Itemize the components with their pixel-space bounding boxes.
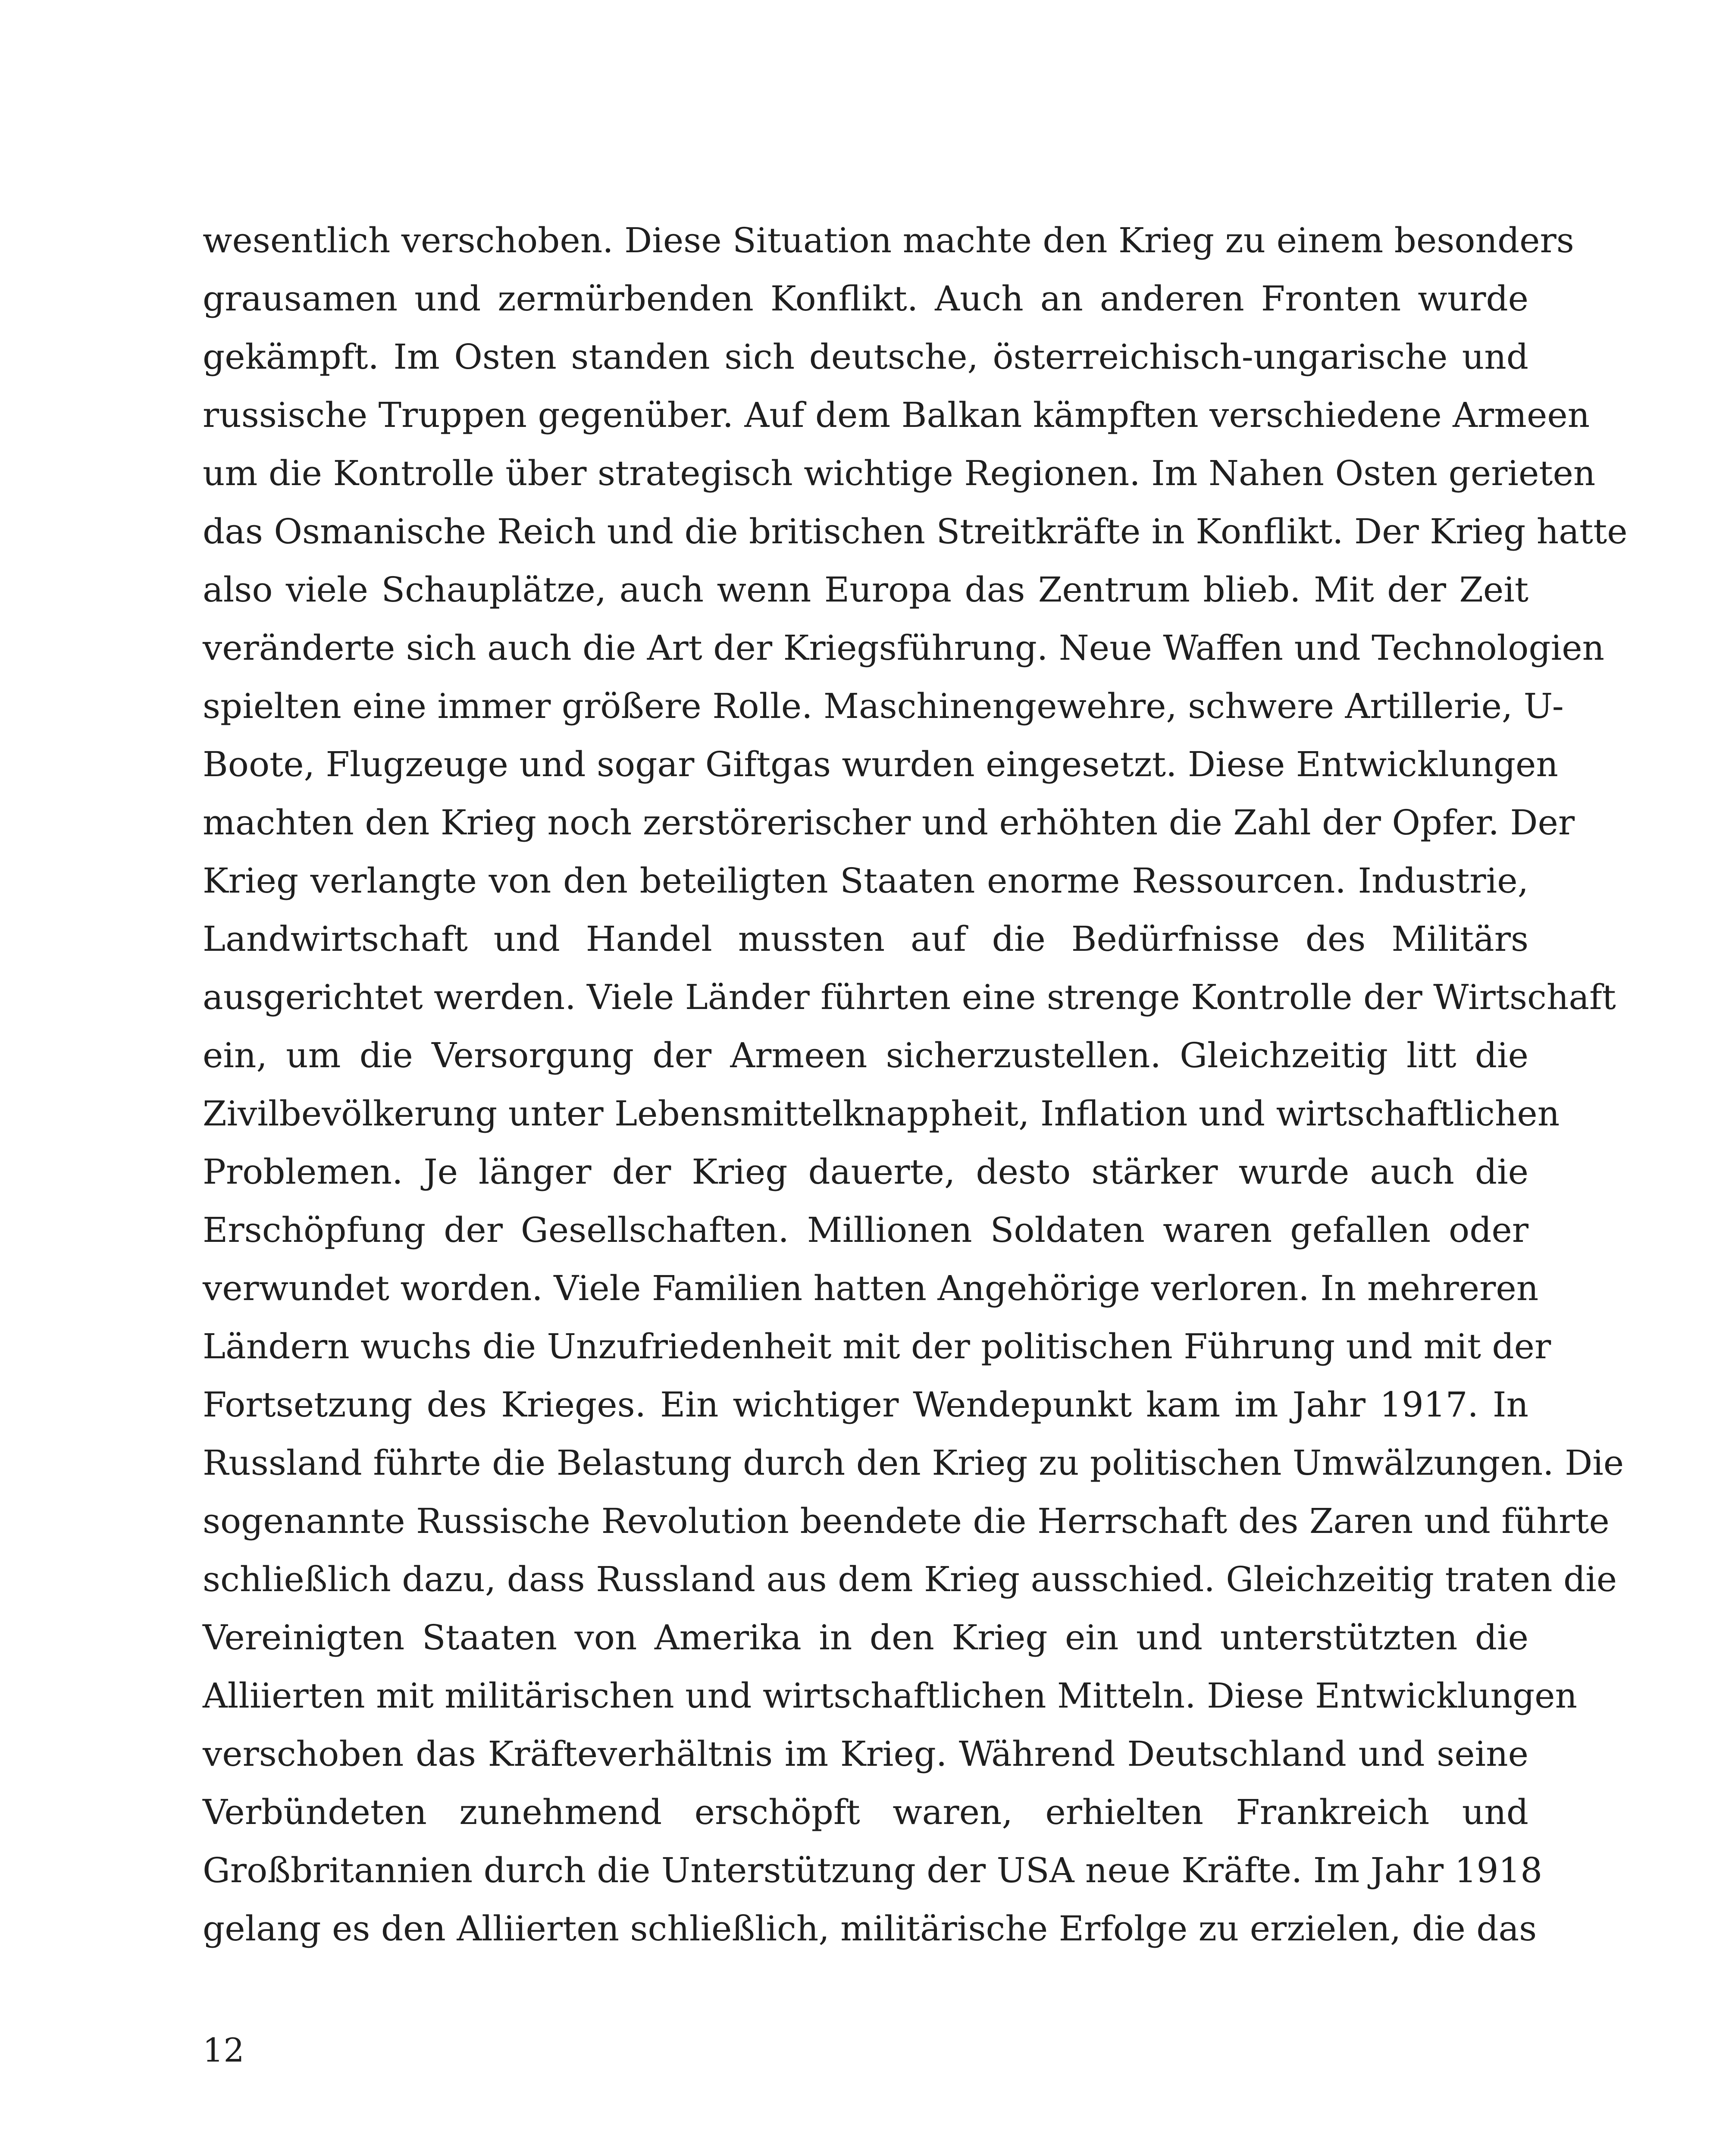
text-line: Problemen. Je länger der Krieg dauerte, desto stärker wurde auch die bbox=[203, 1152, 1528, 1192]
body-text bbox=[203, 211, 1628, 1958]
text-line: Boote, Flugzeuge und sogar Giftgas wurden eingesetzt. Diese Entwicklungen bbox=[203, 744, 1558, 784]
text-line: sogenannte Russische Revolution beendete die Herrschaft des Zaren und führte bbox=[203, 1501, 1610, 1541]
text-line: gekämpft. Im Osten standen sich deutsche, österreichisch-ungarische und bbox=[203, 337, 1528, 377]
text-line: wesentlich verschoben. Diese Situation machte den Krieg zu einem besonders bbox=[203, 220, 1574, 260]
text-line: Ländern wuchs die Unzufriedenheit mit der politischen Führung und mit der bbox=[203, 1326, 1551, 1366]
text-line: Landwirtschaft und Handel mussten auf die Bedürfnisse des Militärs bbox=[203, 919, 1528, 959]
text-line: Fortsetzung des Krieges. Ein wichtiger Wendepunkt kam im Jahr 1917. In bbox=[203, 1385, 1528, 1425]
text-line: grausamen und zermürbenden Konflikt. Auch an anderen Fronten wurde bbox=[203, 279, 1528, 319]
text-line: gelang es den Alliierten schließlich, militärische Erfolge zu erzielen, die das bbox=[203, 1908, 1537, 1949]
text-line: verschoben das Kräfteverhältnis im Krieg. Während Deutschland und seine bbox=[203, 1734, 1528, 1774]
text-line: machten den Krieg noch zerstörerischer und erhöhten die Zahl der Opfer. Der bbox=[203, 802, 1575, 843]
text-line: schließlich dazu, dass Russland aus dem Krieg ausschied. Gleichzeitig traten die bbox=[203, 1559, 1617, 1599]
text-line: russische Truppen gegenüber. Auf dem Balkan kämpften verschiedene Armeen bbox=[203, 395, 1590, 435]
text-line: ein, um die Versorgung der Armeen sicherzustellen. Gleichzeitig litt die bbox=[203, 1035, 1528, 1075]
text-line: spielten eine immer größere Rolle. Maschinengewehre, schwere Artillerie, U- bbox=[203, 686, 1564, 726]
text-line: also viele Schauplätze, auch wenn Europa das Zentrum blieb. Mit der Zeit bbox=[203, 570, 1528, 610]
text-line: veränderte sich auch die Art der Kriegsführung. Neue Waffen und Technologien bbox=[203, 628, 1605, 668]
text-line: Vereinigten Staaten von Amerika in den Krieg ein und unterstützten die bbox=[203, 1617, 1528, 1658]
text-line: das Osmanische Reich und die britischen Streitkräfte in Konflikt. Der Krieg hatte bbox=[203, 511, 1628, 552]
text-line: Verbündeten zunehmend erschöpft waren, erhielten Frankreich und bbox=[203, 1792, 1528, 1832]
text-line: Krieg verlangte von den beteiligten Staaten enorme Ressourcen. Industrie, bbox=[203, 861, 1528, 901]
text-line: Großbritannien durch die Unterstützung der USA neue Kräfte. Im Jahr 1918 bbox=[203, 1850, 1543, 1890]
text-line: Alliierten mit militärischen und wirtschaftlichen Mitteln. Diese Entwicklungen bbox=[203, 1676, 1578, 1716]
text-line: verwundet worden. Viele Familien hatten Angehörige verloren. In mehreren bbox=[203, 1268, 1539, 1308]
text-line: um die Kontrolle über strategisch wichtige Regionen. Im Nahen Osten gerieten bbox=[203, 453, 1596, 493]
text-line: Erschöpfung der Gesellschaften. Millionen Soldaten waren gefallen oder bbox=[203, 1210, 1528, 1250]
text-line: Russland führte die Belastung durch den Krieg zu politischen Umwälzungen. Die bbox=[203, 1443, 1624, 1483]
text-line: Zivilbevölkerung unter Lebensmittelknappheit, Inflation und wirtschaftlichen bbox=[203, 1094, 1560, 1134]
page-number: 12 bbox=[203, 2031, 244, 2069]
text-line: ausgerichtet werden. Viele Länder führten eine strenge Kontrolle der Wirtschaft bbox=[203, 977, 1616, 1017]
